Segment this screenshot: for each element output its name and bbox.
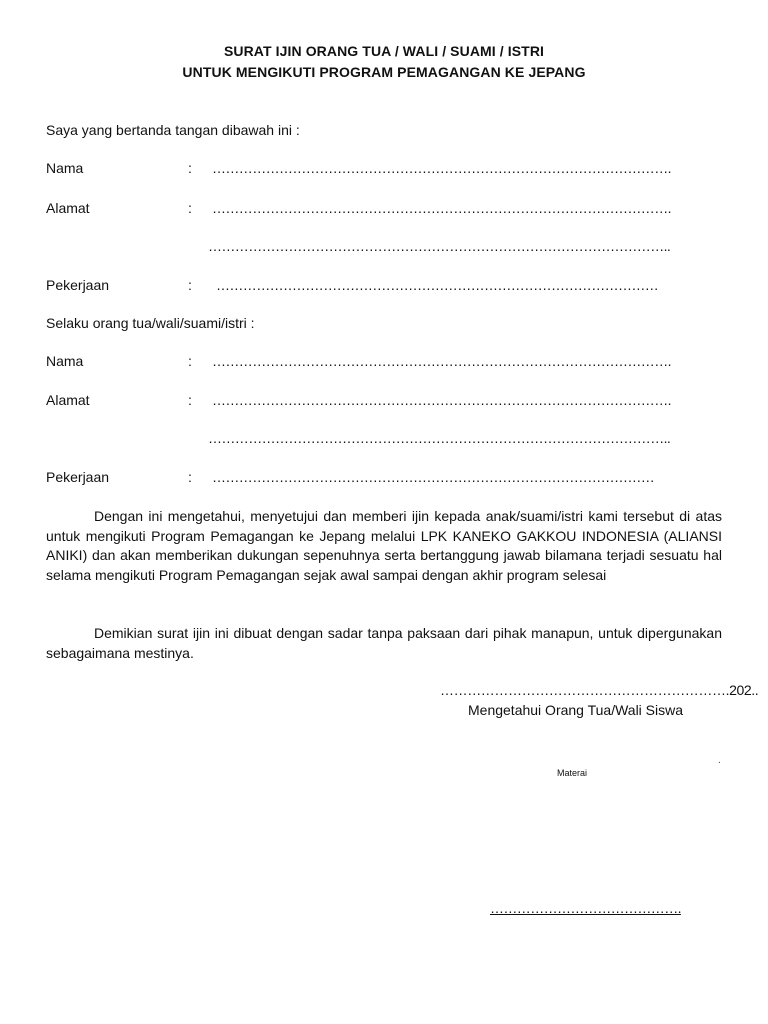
field-pekerjaan-2 <box>46 469 686 489</box>
fill-in-line: ……………………………………………………………………………………… <box>216 277 659 293</box>
signature-line: ……………………………………. <box>490 900 681 916</box>
pekerjaan-label: Pekerjaan <box>46 469 110 485</box>
field-alamat-1 <box>46 200 686 220</box>
document-title-line1: SURAT IJIN ORANG TUA / WALI / SUAMI / ISTRI <box>223 43 545 59</box>
field-pekerjaan-1 <box>46 277 686 297</box>
materai-label: Materai <box>557 768 588 778</box>
field-nama-2 <box>46 353 686 373</box>
document-title-line2: UNTUK MENGIKUTI PROGRAM PEMAGANGAN KE JEPANG <box>182 64 586 80</box>
colon: : <box>188 392 192 408</box>
colon: : <box>188 200 192 216</box>
field-alamat-2 <box>46 392 686 412</box>
fill-in-line: …………………………………………………………………………………………. <box>212 392 671 408</box>
fill-in-line-alamat-1-continued: ………………………………………………………………………………………….. <box>208 238 671 254</box>
colon: : <box>188 160 192 176</box>
fill-in-line: …………………………………………………………………………………………. <box>212 200 671 216</box>
nama-label: Nama <box>46 353 84 369</box>
pekerjaan-label: Pekerjaan <box>46 277 110 293</box>
selaku-text: Selaku orang tua/wali/suami/istri : <box>46 315 255 331</box>
nama-label: Nama <box>46 160 84 176</box>
signature-title: Mengetahui Orang Tua/Wali Siswa <box>468 702 684 718</box>
colon: : <box>188 469 192 485</box>
alamat-label: Alamat <box>46 200 90 216</box>
intro-text: Saya yang bertanda tangan dibawah ini : <box>46 122 300 138</box>
field-nama-1 <box>46 160 686 180</box>
consent-paragraph: Dengan ini mengetahui, menyetujui dan memberi ijin kepada anak/suami/istri kami tersebut di atas untuk mengikuti Program Pemagangan ke Jepang melalui LPK KANEKO GAKKOU INDONESIA (ALIANSI ANIKI) dan akan memberikan dukungan sepenuhnya serta bertanggung jawab bilamana terjadi sesuatu hal selama mengikuti Program Pemagangan sejak awal sampai dengan akhir program selesai <box>46 508 722 583</box>
colon: : <box>188 277 192 293</box>
date-line: ……………………………………………………….202.. <box>440 682 759 698</box>
fill-in-line-alamat-2-continued: ………………………………………………………………………………………….. <box>208 430 671 446</box>
small-mark: . <box>718 755 721 766</box>
alamat-label: Alamat <box>46 392 90 408</box>
fill-in-line: …………………………………………………………………………………………. <box>212 353 671 369</box>
fill-in-line: ……………………………………………………………………………………… <box>212 469 655 485</box>
colon: : <box>188 353 192 369</box>
fill-in-line: …………………………………………………………………………………………. <box>212 160 671 176</box>
closing-paragraph: Demikian surat ijin ini dibuat dengan sadar tanpa paksaan dari pihak manapun, untuk dipergunakan sebagaimana mestinya. <box>46 625 722 661</box>
